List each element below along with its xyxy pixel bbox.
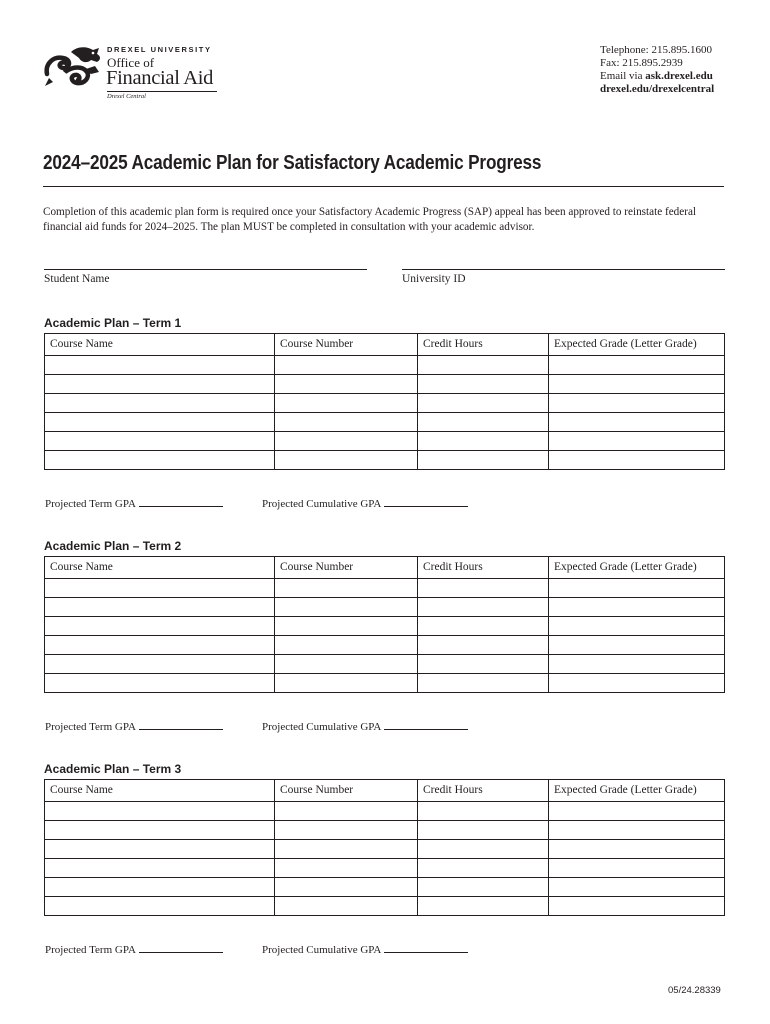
course-name-cell[interactable]: [45, 375, 275, 394]
col-course-name: Course Name: [45, 334, 275, 356]
expected-grade-cell[interactable]: [549, 802, 725, 821]
table-header-row: [45, 334, 725, 356]
expected-grade-cell[interactable]: [549, 598, 725, 617]
course-number-cell[interactable]: [275, 451, 418, 470]
course-number-cell[interactable]: [275, 394, 418, 413]
credit-hours-cell[interactable]: [418, 413, 549, 432]
email-link[interactable]: ask.drexel.edu: [645, 70, 713, 82]
table-header-row: [45, 780, 725, 802]
student-name-label: Student Name: [44, 273, 110, 285]
table-row: [45, 878, 725, 897]
course-number-cell[interactable]: [275, 674, 418, 693]
course-name-cell[interactable]: [45, 674, 275, 693]
telephone: Telephone: 215.895.1600: [600, 44, 712, 56]
intro-paragraph: Completion of this academic plan form is required once your Satisfactory Academic Progress (SAP) appeal has been approved to reinstate federal financial aid funds for 2024–2025. The plan MUST be completed in consultation with your academic advisor.: [43, 206, 697, 233]
course-name-cell[interactable]: [45, 821, 275, 840]
course-number-cell[interactable]: [275, 821, 418, 840]
drexel-central-label: Drexel Central: [107, 93, 146, 100]
expected-grade-cell[interactable]: [549, 413, 725, 432]
credit-hours-cell[interactable]: [418, 674, 549, 693]
credit-hours-cell[interactable]: [418, 897, 549, 916]
col-expected-grade: Expected Grade (Letter Grade): [549, 557, 725, 579]
drexel-logo: [43, 42, 233, 102]
expected-grade-cell[interactable]: [549, 451, 725, 470]
course-name-cell[interactable]: [45, 598, 275, 617]
expected-grade-cell[interactable]: [549, 840, 725, 859]
course-name-cell[interactable]: [45, 432, 275, 451]
credit-hours-cell[interactable]: [418, 859, 549, 878]
course-name-cell[interactable]: [45, 655, 275, 674]
email-line: [600, 70, 714, 83]
table-row: [45, 451, 725, 470]
credit-hours-cell[interactable]: [418, 356, 549, 375]
expected-grade-cell[interactable]: [549, 394, 725, 413]
course-name-cell[interactable]: [45, 840, 275, 859]
table-row: [45, 897, 725, 916]
course-number-cell[interactable]: [275, 655, 418, 674]
table-row: [45, 802, 725, 821]
course-number-cell[interactable]: [275, 802, 418, 821]
course-name-cell[interactable]: [45, 451, 275, 470]
page-title: 2024–2025 Academic Plan for Satisfactory Academic Progress: [43, 152, 542, 174]
credit-hours-cell[interactable]: [418, 617, 549, 636]
course-number-cell[interactable]: [275, 859, 418, 878]
credit-hours-cell[interactable]: [418, 802, 549, 821]
term-2-projected-term-gpa[interactable]: Projected Term GPA: [45, 720, 223, 733]
term-3-table: [44, 779, 725, 916]
university-id-field[interactable]: [402, 269, 725, 270]
course-name-cell[interactable]: [45, 413, 275, 432]
table-row: [45, 636, 725, 655]
term-2-projected-cumulative-gpa[interactable]: Projected Cumulative GPA: [262, 720, 468, 733]
credit-hours-cell[interactable]: [418, 579, 549, 598]
university-name: DREXEL UNIVERSITY: [107, 45, 212, 54]
term-1-projected-cumulative-gpa[interactable]: Projected Cumulative GPA: [262, 497, 468, 510]
credit-hours-cell[interactable]: [418, 655, 549, 674]
expected-grade-cell[interactable]: [549, 897, 725, 916]
expected-grade-cell[interactable]: [549, 878, 725, 897]
table-row: [45, 655, 725, 674]
course-number-cell[interactable]: [275, 878, 418, 897]
course-name-cell[interactable]: [45, 897, 275, 916]
term-2-heading: Academic Plan – Term 2: [44, 539, 182, 553]
col-expected-grade: Expected Grade (Letter Grade): [549, 334, 725, 356]
table-row: [45, 598, 725, 617]
expected-grade-cell[interactable]: [549, 636, 725, 655]
university-id-label: University ID: [402, 273, 466, 285]
form-code: 05/24.28339: [668, 985, 721, 996]
student-name-field[interactable]: [44, 269, 367, 270]
table-row: [45, 821, 725, 840]
term-1-table: [44, 333, 725, 470]
term-1-heading: Academic Plan – Term 1: [44, 316, 182, 330]
course-name-cell[interactable]: [45, 802, 275, 821]
col-credit-hours: Credit Hours: [418, 334, 549, 356]
course-name-cell[interactable]: [45, 878, 275, 897]
expected-grade-cell[interactable]: [549, 655, 725, 674]
table-header-row: [45, 557, 725, 579]
course-number-cell[interactable]: [275, 375, 418, 394]
col-credit-hours: Credit Hours: [418, 557, 549, 579]
credit-hours-cell[interactable]: [418, 451, 549, 470]
col-course-number: Course Number: [275, 780, 418, 802]
credit-hours-cell[interactable]: [418, 840, 549, 859]
credit-hours-cell[interactable]: [418, 375, 549, 394]
credit-hours-cell[interactable]: [418, 598, 549, 617]
expected-grade-cell[interactable]: [549, 859, 725, 878]
table-row: [45, 859, 725, 878]
term-3-heading: Academic Plan – Term 3: [44, 762, 182, 776]
term-1-projected-term-gpa[interactable]: Projected Term GPA: [45, 497, 223, 510]
credit-hours-cell[interactable]: [418, 394, 549, 413]
table-row: [45, 375, 725, 394]
course-name-cell[interactable]: [45, 356, 275, 375]
term-3-projected-cumulative-gpa[interactable]: Projected Cumulative GPA: [262, 943, 468, 956]
credit-hours-cell[interactable]: [418, 821, 549, 840]
col-course-name: Course Name: [45, 780, 275, 802]
course-number-cell[interactable]: [275, 840, 418, 859]
col-course-name: Course Name: [45, 557, 275, 579]
col-expected-grade: Expected Grade (Letter Grade): [549, 780, 725, 802]
col-course-number: Course Number: [275, 334, 418, 356]
credit-hours-cell[interactable]: [418, 878, 549, 897]
course-name-cell[interactable]: [45, 394, 275, 413]
course-number-cell[interactable]: [275, 579, 418, 598]
table-row: [45, 617, 725, 636]
course-name-cell[interactable]: [45, 636, 275, 655]
table-row: [45, 432, 725, 451]
credit-hours-cell[interactable]: [418, 432, 549, 451]
expected-grade-cell[interactable]: [549, 821, 725, 840]
course-name-cell[interactable]: [45, 617, 275, 636]
fax: Fax: 215.895.2939: [600, 57, 683, 69]
course-number-cell[interactable]: [275, 432, 418, 451]
expected-grade-cell[interactable]: [549, 356, 725, 375]
website-link[interactable]: drexel.edu/drexelcentral: [600, 83, 715, 95]
email-prefix: Email via: [600, 70, 646, 82]
table-row: [45, 356, 725, 375]
col-credit-hours: Credit Hours: [418, 780, 549, 802]
expected-grade-cell[interactable]: [549, 579, 725, 598]
contact-block: [600, 44, 714, 96]
course-name-cell[interactable]: [45, 859, 275, 878]
course-number-cell[interactable]: [275, 636, 418, 655]
table-row: [45, 394, 725, 413]
table-row: [45, 840, 725, 859]
course-name-cell[interactable]: [45, 579, 275, 598]
logo-rule: [107, 91, 217, 92]
course-number-cell[interactable]: [275, 897, 418, 916]
course-number-cell[interactable]: [275, 413, 418, 432]
course-number-cell[interactable]: [275, 356, 418, 375]
col-course-number: Course Number: [275, 557, 418, 579]
title-divider: [43, 186, 724, 187]
term-2-table: [44, 556, 725, 693]
course-number-cell[interactable]: [275, 617, 418, 636]
table-row: [45, 674, 725, 693]
expected-grade-cell[interactable]: [549, 617, 725, 636]
term-3-projected-term-gpa[interactable]: Projected Term GPA: [45, 943, 223, 956]
table-row: [45, 579, 725, 598]
office-line: Office of: [107, 55, 155, 70]
table-row: [45, 413, 725, 432]
expected-grade-cell[interactable]: [549, 432, 725, 451]
dragon-icon: [43, 44, 103, 90]
financial-aid-name: Financial Aid: [106, 67, 214, 89]
course-number-cell[interactable]: [275, 598, 418, 617]
expected-grade-cell[interactable]: [549, 674, 725, 693]
expected-grade-cell[interactable]: [549, 375, 725, 394]
credit-hours-cell[interactable]: [418, 636, 549, 655]
